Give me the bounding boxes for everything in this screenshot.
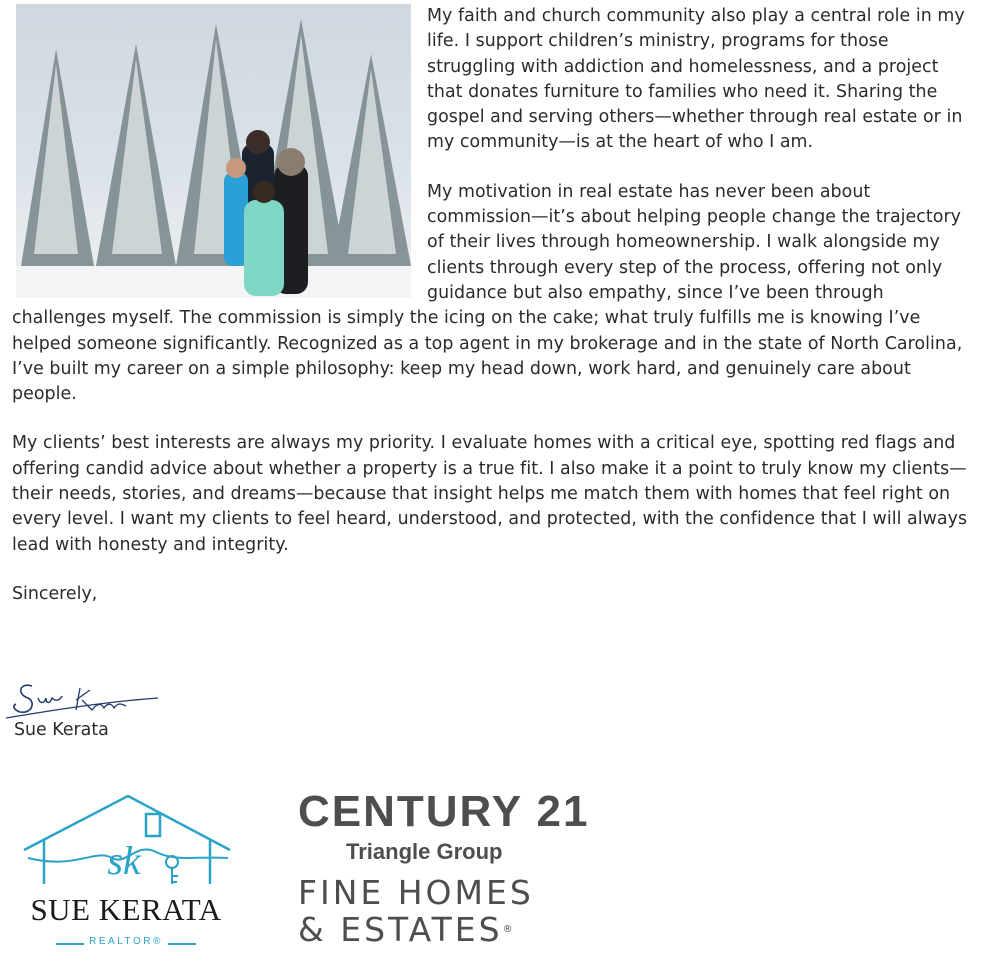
fine-homes-line2-text: & ESTATES — [298, 910, 503, 949]
paragraph-motivation: My motivation in real estate has never been about commission—it’s about helping people change the trajectory of their lives through homeownership. I walk alongside my clients through every step of the process, offering not only guidance but also empathy, since I’ve been through challenges myself. The commission is simply the icing on the cake; what truly fulfills me is knowing I’ve helped someone significantly. Recognized as a top agent in my brokerage and in the state of North Carolina, I’ve built my career on a simple philosophy: keep my head down, work hard, and genuinely care about people. — [12, 181, 963, 405]
registered-mark: ® — [502, 924, 513, 935]
sk-monogram: sk — [107, 838, 141, 883]
paragraph-faith: My faith and church community also play a central role in my life. I support children’s ministry, programs for those struggling with addiction and homelessness, and a project that donates furniture to families who need it. Sharing the gospel and serving others—whether through real estate or in my community—is at the heart of who I am. — [427, 6, 965, 153]
handwritten-signature — [2, 676, 162, 724]
fine-homes-line1: FINE HOMES — [298, 873, 534, 912]
letter-body — [12, 4, 974, 619]
paragraph-clients: My clients’ best interests are always my priority. I evaluate homes with a critical eye, spotting red flags and offering candid advice about whether a property is a true fit. I also make it a point to truly know my clients—their needs, stories, and dreams—because that insight helps me match them with homes that feel right on every level. I want my clients to feel heard, understood, and protected, with the confidence that I will always lead with honesty and integrity. — [12, 433, 968, 555]
century21-logo — [298, 786, 618, 948]
c21-title: CENTURY 21 — [298, 787, 590, 836]
signer-name: Sue Kerata — [14, 720, 109, 740]
family-photo-snowy-trees — [16, 4, 411, 298]
sk-logo-name: SUE KERATA — [30, 892, 222, 927]
closing-salutation: Sincerely, — [12, 583, 98, 604]
c21-subtitle: Triangle Group — [346, 839, 503, 864]
sk-logo-tagline: REALTOR® — [60, 936, 192, 947]
fine-homes-line2 — [298, 912, 618, 948]
